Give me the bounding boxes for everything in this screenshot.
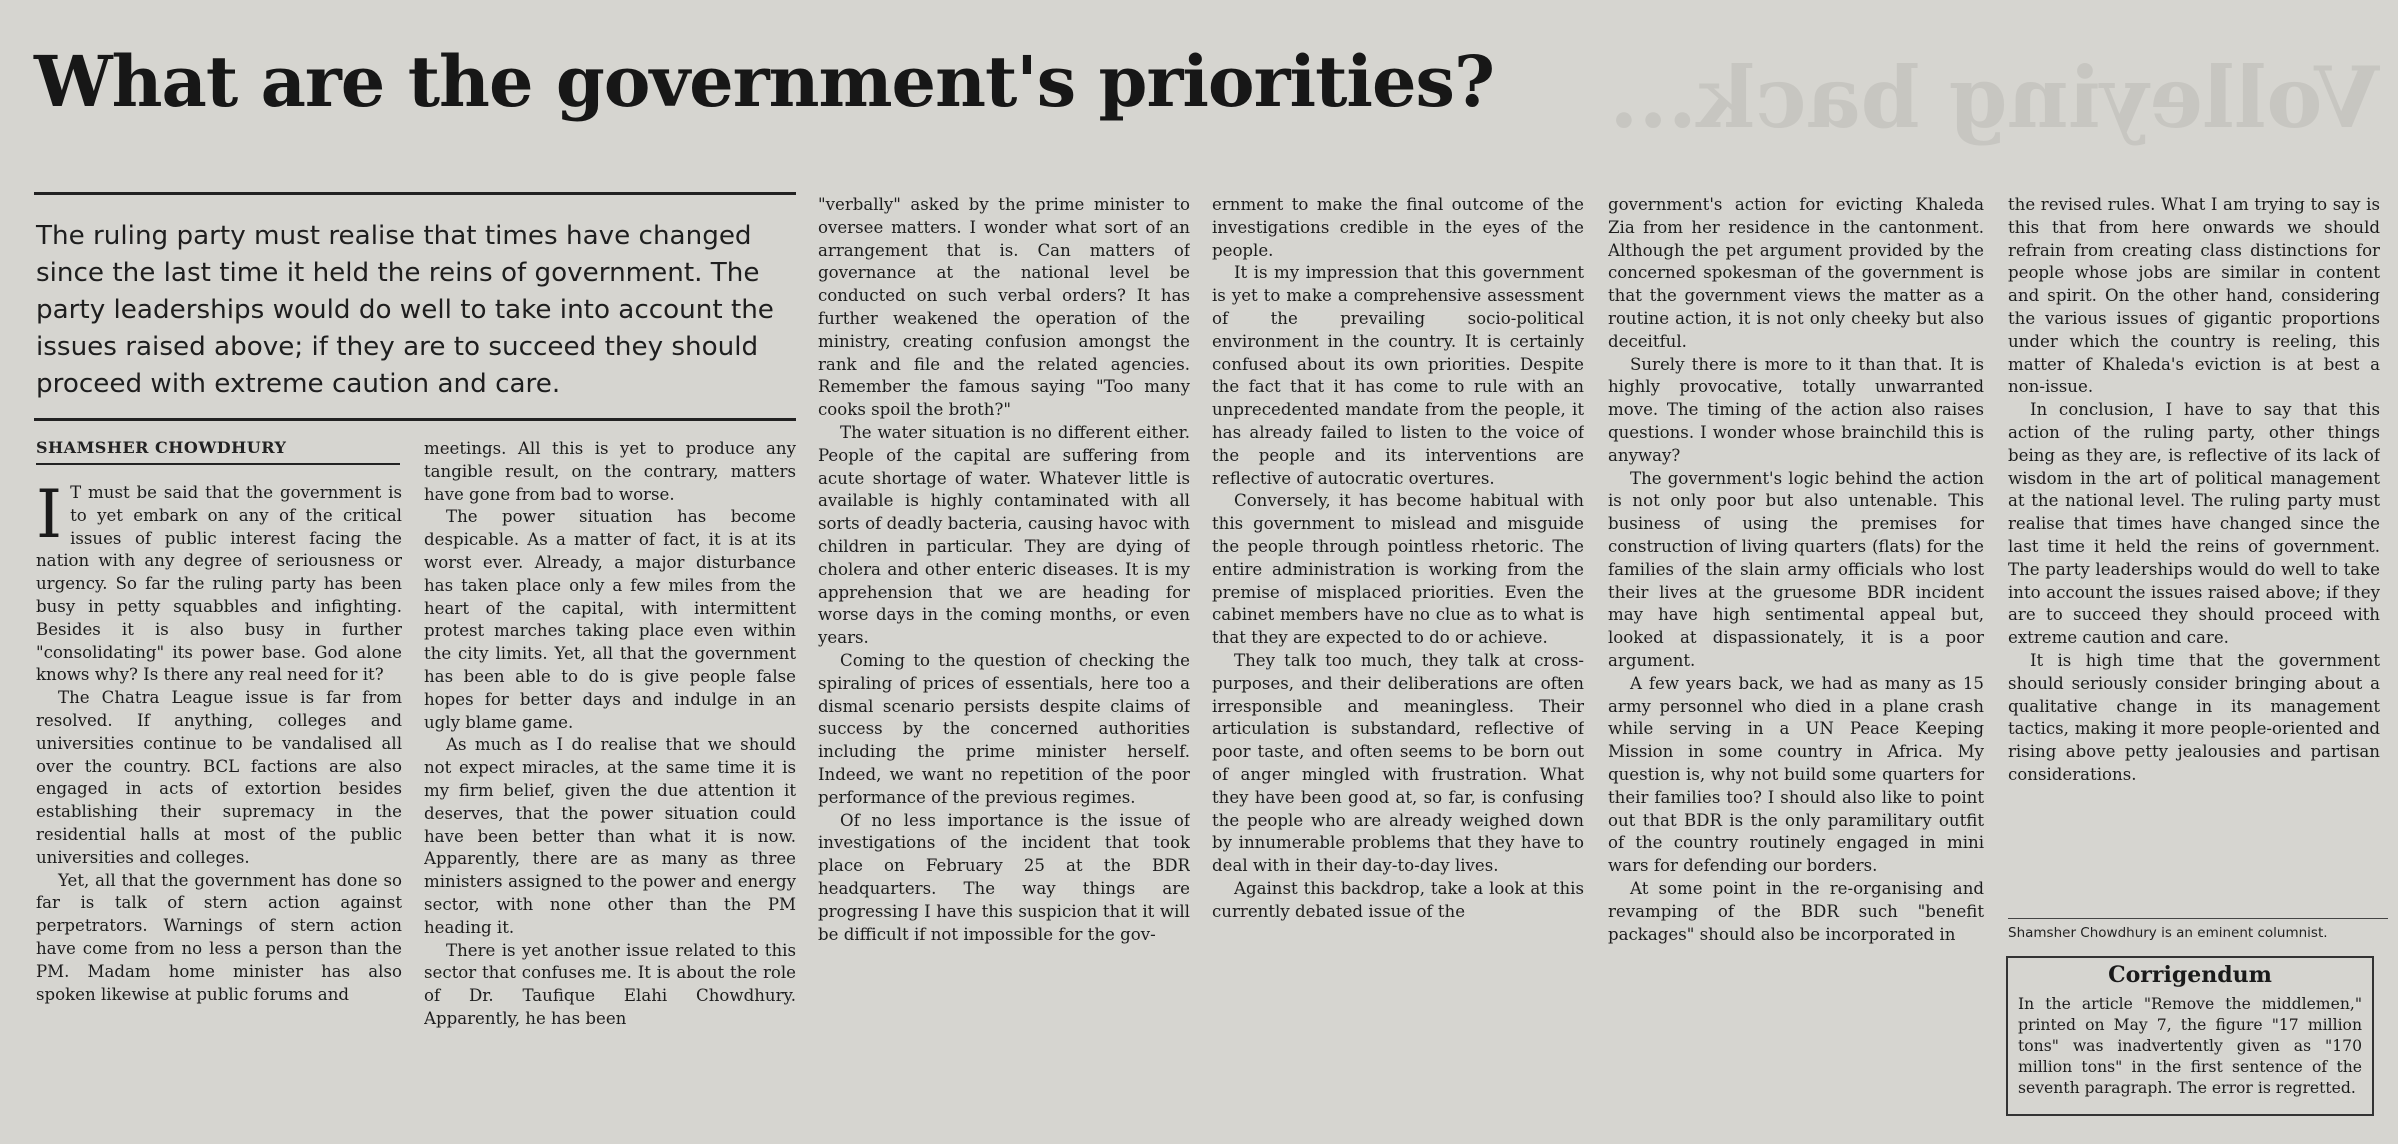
deck-bottom-rule [34,418,796,421]
drop-cap: I [36,482,63,553]
paragraph: The water situation is no different either. People of the capital are suffering from acute shortage of water. Whatever little is available is highly contaminated with all sorts of deadly bacteria, causing havoc with children in particular. They are dying of cholera and other enteric diseases. It is my apprehension that we are heading for worse days in the coming months, or even years. [818,422,1190,648]
paragraph: I T must be said that the government is to yet embark on any of the critical issues of public interest facing the nation with any degree of seriousness or urgency. So far the ruling party has been busy in petty squabbles and infighting. Besides it is also busy in further "consolidating" its power base. God alone knows why? Is there any real need for it? [36,482,402,685]
paragraph: At some point in the re-organising and revamping of the BDR such "benefit packages" should also be incorporated in [1608,878,1984,944]
paragraph: It is my impression that this government is yet to make a comprehensive assessment of the prevailing socio-political environment in the country. It is certainly confused about its own priorities. Despite the fact that it has come to rule with an unprecedented mandate from the people, it has already failed to listen to the voice of the people and its interventions are reflective of autocratic overtures. [1212,263,1584,488]
paragraph: Surely there is more to it than that. It is highly provocative, totally unwarranted move. The timing of the action also raises questions. I wonder whose brainchild this is anyway? [1608,354,1984,465]
paragraph: ernment to make the final outcome of the investigations credible in the eyes of the people. [1212,195,1584,260]
column-2 [424,438,796,1122]
paragraph: Of no less importance is the issue of investigations of the incident that took place on February 25 at the BDR headquarters. The way things are progressing I have this suspicion that it will be difficult if not impossible for the gov- [818,810,1190,944]
paragraph: Yet, all that the government has done so far is talk of stern action against perpetrators. Warnings of stern action have come from no less a person than the PM. Madam home minister has also spoken likewise at public forums and [36,870,402,1004]
column-6 [2008,194,2380,910]
paragraph: Conversely, it has become habitual with this government to mislead and misguide the people through pointless rhetoric. The entire administration is working from the premise of misplaced priorities. Even the cabinet members have no clue as to what is that they are expected to do or achieve. [1212,491,1584,648]
deck-top-rule [34,192,796,195]
column-5 [1608,194,1984,1122]
paragraph: They talk too much, they talk at cross-purposes, and their deliberations are often irresponsible and meaningless. Their articulation is substandard, reflective of poor taste, and often seems to be born out of anger mingled with frustration. What they have been good at, so far, is confusing the people who are already weighed down by innumerable problems that they have to deal with in their day-to-day lives. [1212,650,1584,876]
paragraph: government's action for evicting Khaleda Zia from her residence in the cantonment. Although the pet argument provided by the concerned spokesman of the government is that the government views the matter as a routine action, it is not only cheeky but also deceitful. [1608,195,1984,351]
paragraph: The power situation has become despicable. As a matter of fact, it is at its worst ever. Already, a major disturbance has taken place only a few miles from the heart of the capital, with intermittent protest marches taking place even within the city limits. Yet, all that the government has been able to do is give people false hopes for better days and indulge in an ugly blame game. [424,507,796,732]
column-1 [36,482,402,1122]
paragraph: The government's logic behind the action is not only poor but also untenable. This business of using the premises for construction of living quarters (flats) for the families of the slain army officials who lost their lives at the gruesome BDR incident may have high sentimental appeal but, looked at dispassionately, it is a poor argument. [1608,468,1984,670]
paragraph: "verbally" asked by the prime minister to oversee matters. I wonder what sort of an arrangement that is. Can matters of governance at the national level be conducted on such verbal orders? It has further weakened the operation of the ministry, creating confusion amongst the rank and file and the related agencies. Remember the famous saying "Too many cooks spoil the broth?" [818,195,1190,420]
column-3 [818,194,1190,1122]
author-bio: Shamsher Chowdhury is an eminent columnist. [2008,918,2388,941]
paragraph: Coming to the question of checking the spiraling of prices of essentials, here too a dismal scenario persists despite claims of success by the concerned authorities including the prime minister herself. Indeed, we want no repetition of the poor performance of the previous regimes. [818,650,1190,807]
paragraph: Against this backdrop, take a look at this currently debated issue of the [1212,878,1584,921]
bleed-through-text: Volleying back... [1609,48,2380,147]
corrigendum-box [2006,956,2374,1116]
deck: The ruling party must realise that times have changed since the last time it held the reins of government. The party leaderships would do well to take into account the issues raised above; if they are to succeed they should proceed with extreme caution and care. [36,221,774,399]
paragraph: A few years back, we had as many as 15 army personnel who died in a plane crash while serving in a UN Peace Keeping Mission in some country in Africa. My question is, why not build some quarters for their families too? I should also like to point out that BDR is the only paramilitary outfit of the country routinely engaged in mini wars for defending our borders. [1608,673,1984,876]
corrigendum-title: Corrigendum [2108,962,2272,988]
corrigendum-text: In the article "Remove the middlemen," printed on May 7, the figure "17 million tons" was inadvertently given as "170 million tons" in the first sentence of the seventh paragraph. The error is regretted. [2018,995,2362,1097]
paragraph: The Chatra League issue is far from resolved. If anything, colleges and universities continue to be vandalised all over the country. BCL factions are also engaged in acts of extortion besides establishing their supremacy in the residential halls at most of the public universities and colleges. [36,688,402,867]
paragraph: meetings. All this is yet to produce any tangible result, on the contrary, matters have gone from bad to worse. [424,439,796,504]
paragraph: In conclusion, I have to say that this action of the ruling party, other things being as they are, is reflective of its lack of wisdom in the art of political management at the national level. The ruling party must realise that times have changed since the last time it held the reins of government. The party leaderships would do well to take into account the issues raised above; if they are to succeed they should proceed with extreme caution and care. [2008,400,2380,648]
column-4 [1212,194,1584,1122]
paragraph: As much as I do realise that we should not expect miracles, at the same time it is my firm belief, given the due attention it deserves, that the power situation could have been better than what it is now. Apparently, there are as many as three ministers assigned to the power and energy sector, with none other than the PM heading it. [424,735,796,937]
paragraph: It is high time that the government should seriously consider bringing about a qualitative change in its management tactics, making it more people-oriented and rising above petty jealousies and partisan considerations. [2008,650,2380,784]
headline: What are the government's priorities? [34,40,1494,123]
paragraph: There is yet another issue related to this sector that confuses me. It is about the role of Dr. Taufique Elahi Chowdhury. Apparently, he has been [424,940,796,1028]
paragraph: the revised rules. What I am trying to say is this that from here onwards we should refrain from creating class distinctions for people whose jobs are similar in content and spirit. On the other hand, considering the various issues of gigantic proportions under which the country is reeling, this matter of Khaleda's eviction is at best a non-issue. [2008,195,2380,397]
byline: SHAMSHER CHOWDHURY [36,438,400,465]
